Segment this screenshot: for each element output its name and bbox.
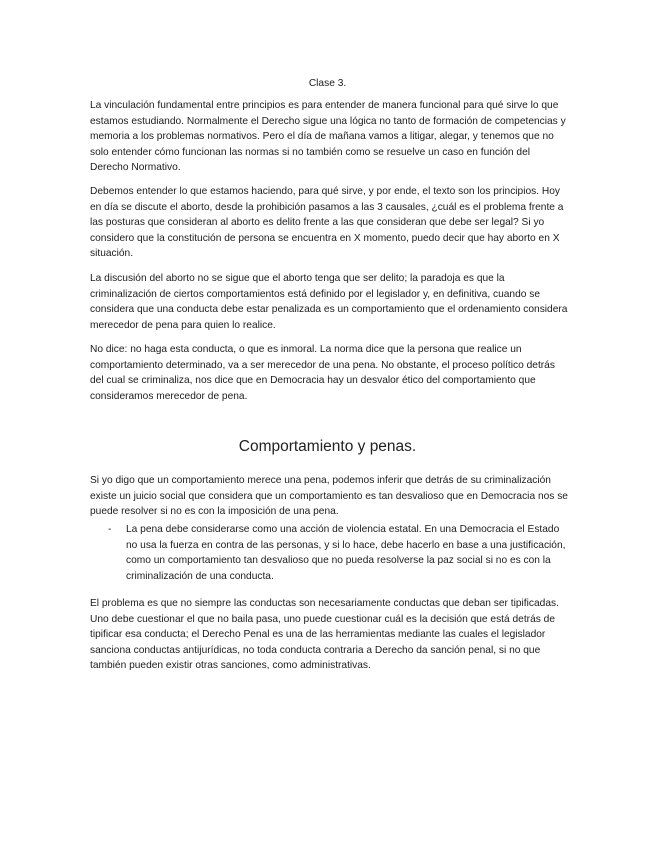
section-heading: Comportamiento y penas.: [238, 438, 417, 455]
document-title: Clase 3.: [308, 78, 347, 89]
paragraph-intro-3: La discusión del aborto no se sigue que el aborto tenga que ser delito; la paradoja es que la criminalización de ciertos comportamientos está definido por el legislador y, en definitiva, cuando se considera que una conducta debe estar penalizada es un comportamiento que el ordenamiento considera merecedor de pena para quien lo realice.: [90, 273, 568, 331]
bullet-text: La pena debe considerarse como una acción de violencia estatal. En una Democracia el Estado no usa la fuerza en contra de las personas, y si lo hace, debe hacerlo en base a una justificación, como un comportamiento tan desvalioso que no pueda resolverse la paz social si no es con la criminalización de una conducta.: [126, 524, 566, 582]
paragraph-intro-1: La vinculación fundamental entre principios es para entender de manera funcional para qué sirve lo que estamos estudiando. Normalmente el Derecho sigue una lógica no tanto de formación de competencias y memoria a los problemas normativos. Pero el día de mañana vamos a litigar, alegar, y tenemos que no solo entender cómo funcionan las normas si no también como se resuelve un caso en función del Derecho Normativo.: [90, 100, 566, 174]
section-paragraph-1: Si yo digo que un comportamiento merece una pena, podemos inferir que detrás de su criminalización existe un juicio social que considera que un comportamiento es tan desvalioso que en Democracia nos se puede resolver si no es con la imposición de una pena.: [90, 475, 568, 518]
bullet-marker: -: [108, 524, 112, 535]
bullet-list: [90, 522, 570, 584]
list-item: [90, 522, 570, 584]
section-paragraph-2: El problema es que no siempre las conductas son necesariamente conductas que deban ser tipificadas. Uno debe cuestionar el que no baila pasa, uno puede cuestionar cuál es la decisión que está detrás de tipificar esa conducta; el Derecho Penal es una de las herramientas mediante las cuales el legislador sanciona conductas antijurídicas, no toda conducta contraria a Derecho da sanción penal, si no que también pueden existir otras sanciones, como administrativas.: [90, 598, 559, 672]
paragraph-intro-4: No dice: no haga esta conducta, o que es inmoral. La norma dice que la persona que realice un comportamiento determinado, va a ser merecedor de una pena. No obstante, el proceso político detrás del cual se criminaliza, nos dice que en Democracia hay un desvalor ético del comportamiento que consideramos merecedor de pena.: [90, 344, 555, 402]
paragraph-intro-2: Debemos entender lo que estamos haciendo, para qué sirve, y por ende, el texto son los principios. Hoy en día se discute el aborto, desde la prohibición pasamos a las 3 causales, ¿cuál es el problema frente a las posturas que consideran al aborto es delito frente a las que consideran que debe ser legal? Si yo considero que la constitución de persona se encuentra en X momento, puedo decir que hay aborto en X situación.: [90, 186, 564, 260]
